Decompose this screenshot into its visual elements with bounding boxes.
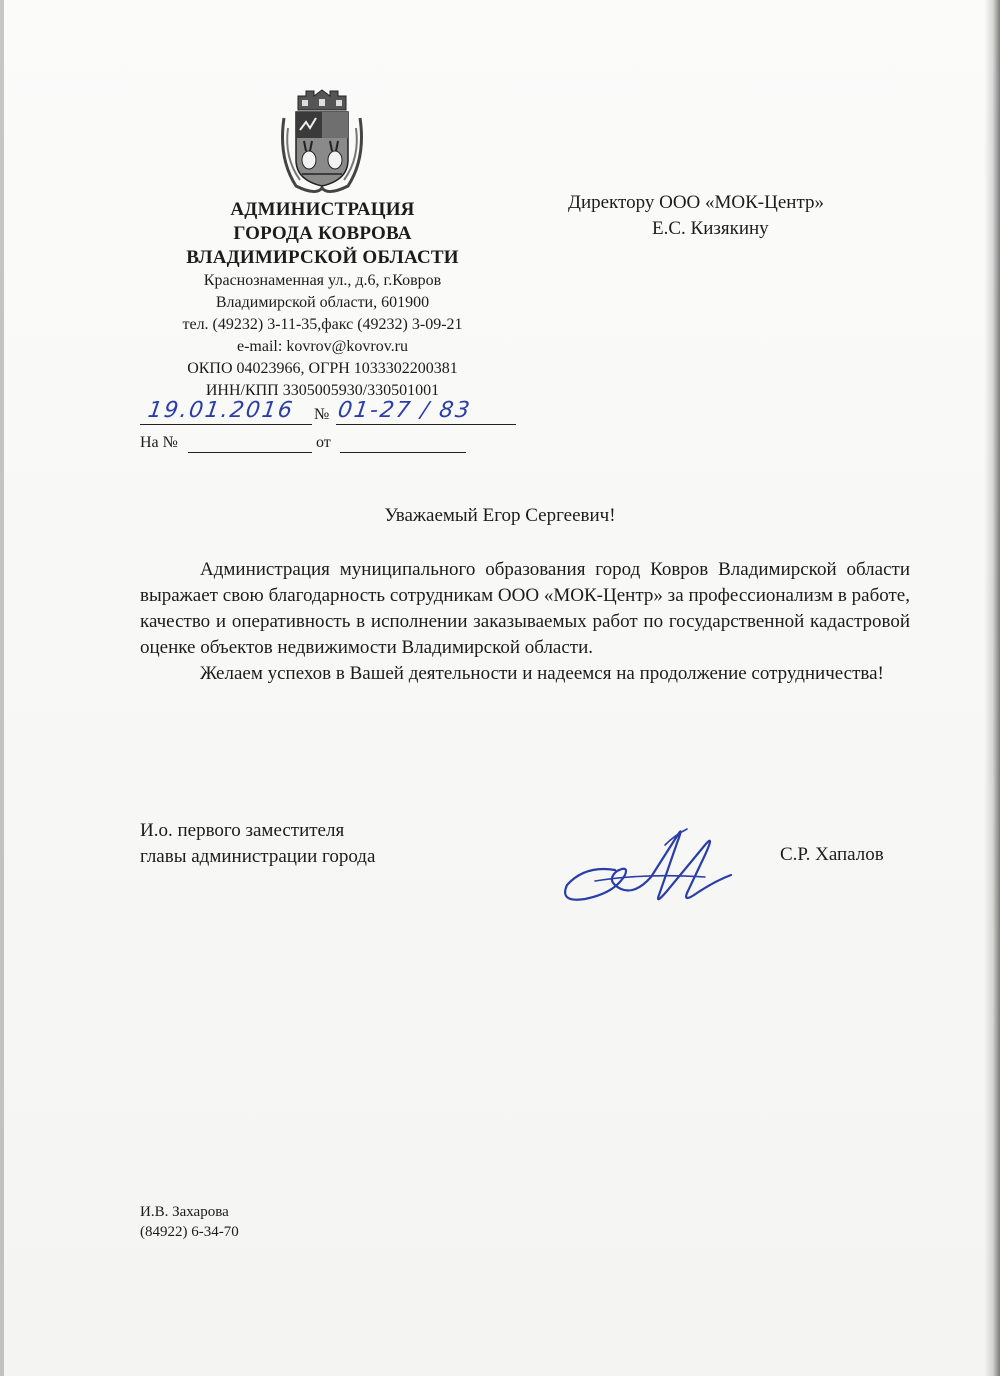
reply-number-label: На №	[140, 434, 178, 451]
okpo-ogrn-line: ОКПО 04023966, ОГРН 1033302200381	[187, 360, 458, 377]
body-paragraph-2: Желаем успехов в Вашей деятельности и надеемся на продолжение сотрудничества!	[200, 663, 884, 684]
letter-body	[140, 557, 910, 687]
reply-number-line	[188, 432, 312, 453]
signer-title-line-2: главы администрации города	[140, 846, 376, 867]
org-name-line-3: ВЛАДИМИРСКОЙ ОБЛАСТИ	[186, 247, 459, 268]
scan-edge-right	[984, 0, 1000, 1376]
phone-line: тел. (49232) 3-11-35,факс (49232) 3-09-21	[182, 316, 463, 333]
reply-date-line	[340, 432, 466, 453]
inn-kpp-line: ИНН/КПП 3305005930/330501001	[205, 382, 440, 399]
org-name-line-2: ГОРОДА КОВРОВА	[233, 223, 412, 244]
reply-from-label: от	[316, 434, 331, 451]
registration-number: 01-27 / 83	[336, 398, 474, 423]
addressee-name: Е.С. Кизякину	[652, 218, 769, 239]
email-line: e-mail: kovrov@kovrov.ru	[237, 338, 408, 355]
executor-block	[140, 1202, 239, 1242]
coat-of-arms-icon	[276, 88, 368, 198]
body-paragraph-1: Администрация муниципального образования город Ковров Владимирской области выражает свою благодарность сотрудникам ООО «МОК-Центр» за профессионализм в работе, качество и оперативность в исполнении заказываемых работ по государственной кадастровой оценке объектов недвижимости Владимирской области.	[140, 559, 910, 658]
number-sign: №	[314, 406, 330, 423]
scan-edge-left	[0, 0, 4, 1376]
executor-name: И.В. Захарова	[140, 1204, 229, 1220]
addressee-position: Директору ООО «МОК-Центр»	[568, 192, 824, 213]
registration-date: 19.01.2016	[146, 398, 296, 423]
handwritten-signature	[555, 815, 755, 915]
addressee-block	[568, 190, 888, 242]
registration-row	[140, 398, 520, 430]
signer-title	[140, 818, 460, 870]
salutation: Уважаемый Егор Сергеевич!	[384, 505, 616, 526]
address-line-2: Владимирской области, 601900	[215, 294, 430, 311]
sender-header	[110, 198, 535, 402]
org-name-line-1: АДМИНИСТРАЦИЯ	[230, 199, 415, 220]
reply-reference-row	[140, 432, 520, 458]
address-line-1: Краснознаменная ул., д.6, г.Ковров	[203, 272, 442, 289]
signer-name: С.Р. Хапалов	[780, 844, 884, 865]
signer-title-line-1: И.о. первого заместителя	[140, 820, 345, 841]
executor-phone: (84922) 6-34-70	[140, 1224, 239, 1240]
